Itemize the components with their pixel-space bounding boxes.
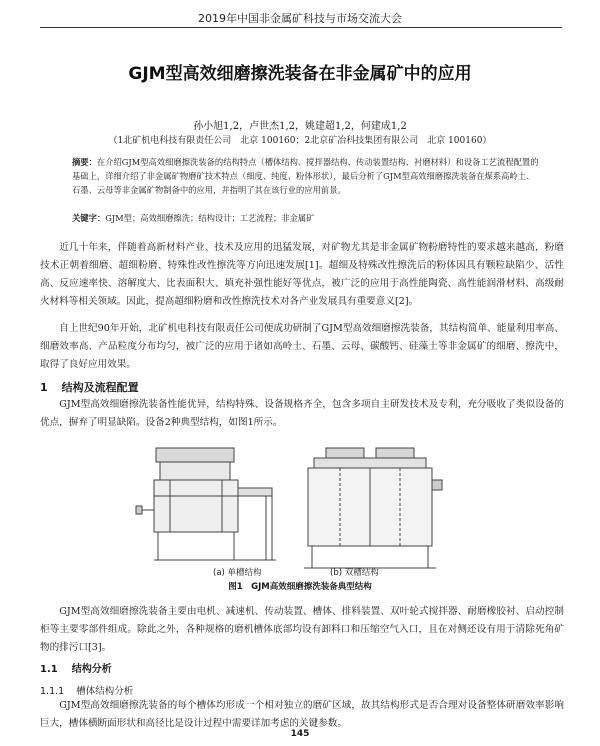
double-tank-drawing (304, 448, 442, 568)
abstract (72, 155, 542, 197)
equipment-figure (130, 440, 450, 580)
running-header: 2019年中国非金属矿科技与市场交流大会 (198, 12, 402, 25)
abstract-label: 摘要： (72, 157, 97, 167)
page-number: 145 (290, 729, 310, 739)
paragraph-intro-1: 近几十年来，伴随着高新材料产业、技术及应用的迅猛发展，对矿物尤其是非金属矿物粉磨特性的要求越来越高，粉磨技术正朝着细磨、超细粉磨、特殊性改性擦洗等方向迅速发展[1]。超细及特殊改性擦洗后的粉体因具有颗粒缺陷少、活性高、反应速率快、溶解度大、比表面积大、填充补强性能好等优点，被广泛的应用于高性能陶瓷、高性能润滑材料、高级耐火材料等相关领域。因此，提高超细粉磨和改性擦洗技术对各产业发展具有重要意义[2]。 (40, 242, 564, 307)
author-list: 孙小旭1,2，卢世杰1,2，姚建超1,2，何建成1,2 (193, 121, 407, 132)
abstract-text: 在介绍GJM型高效细磨擦洗装备的结构特点（槽体结构、搅拌器结构、传动装置结构、衬磨材料）和设备工艺流程配置的基础上，详细介绍了非金属矿物磨矿技术特点（细度、纯度、粉体形状），最后分析了GJM型高效细磨擦洗装备在煤系高岭土、石墨、云母等非金属矿物制备中的应用，并指明了其在该行业的应用前景。 (72, 157, 539, 195)
keywords-text: GJM型；高效细磨擦洗；结构设计；工艺流程；非金属矿 (105, 213, 315, 223)
paragraph-tank-analysis: GJM型高效细磨擦洗装备的每个槽体均形成一个相对独立的磨矿区域，故其结构形式是否合理对设备整体研磨效率影响巨大，槽体横断面形状和高径比是设计过程中需要详加考虑的关键参数。 (40, 700, 564, 729)
figure-subcaption-a: (a) 单槽结构 (213, 568, 262, 578)
subsection-number: 1.1 (40, 664, 58, 675)
figure-subcaption-b: (b) 双槽结构 (330, 568, 379, 578)
subsection-title: 结构分析 (71, 664, 112, 675)
paragraph-components: GJM型高效细磨擦洗装备主要由电机、减速机、传动装置、槽体、排料装置、双叶轮式搅拌器、耐磨橡胶衬、启动控制柜等主要零部件组成。除此之外，各种规格的磨机槽体底部均设有卸料口和压缩空气入口，且在对侧还设有用于清除死角矿物的排污口[3]。 (40, 606, 564, 653)
figure-caption: 图1 GJM高效细磨擦洗装备典型结构 (228, 582, 372, 592)
single-tank-drawing (136, 448, 276, 560)
section-title: 结构及流程配置 (61, 381, 139, 394)
section-heading-1 (40, 379, 139, 395)
section-number: 1 (40, 381, 48, 394)
subsubsection-title: 槽体结构分析 (76, 686, 134, 697)
paragraph-section-1: GJM型高效细磨擦洗装备性能优异，结构特殊、设备规格齐全，包含多项自主研发技术及专利，充分吸收了类似设备的优点，摒弃了明显缺陷。设备2种典型结构，如图1所示。 (40, 399, 564, 428)
paragraph-intro-2: 自上世纪90年开始，北矿机电科技有限责任公司便成功研制了GJM型高效细磨擦洗装备，其结构简单、能量利用率高、细磨效率高、产品粒度分布均匀，被广泛的应用于诸如高岭土、石墨、云母、碳酸钙、硅藻土等非金属矿的细磨、擦洗中，取得了良好应用效果。 (40, 323, 564, 370)
section-heading-1-1-1 (40, 683, 133, 697)
affiliation: （1北矿机电科技有限责任公司 北京 100160；2北京矿冶科技集团有限公司 北京 100160） (108, 136, 492, 146)
section-heading-1-1 (40, 660, 112, 675)
paper-title: GJM型高效细磨擦洗装备在非金属矿中的应用 (128, 64, 472, 84)
header-rule (40, 27, 562, 28)
keywords-label: 关键字： (72, 213, 106, 223)
keywords (72, 212, 542, 224)
subsubsection-number: 1.1.1 (40, 686, 65, 697)
